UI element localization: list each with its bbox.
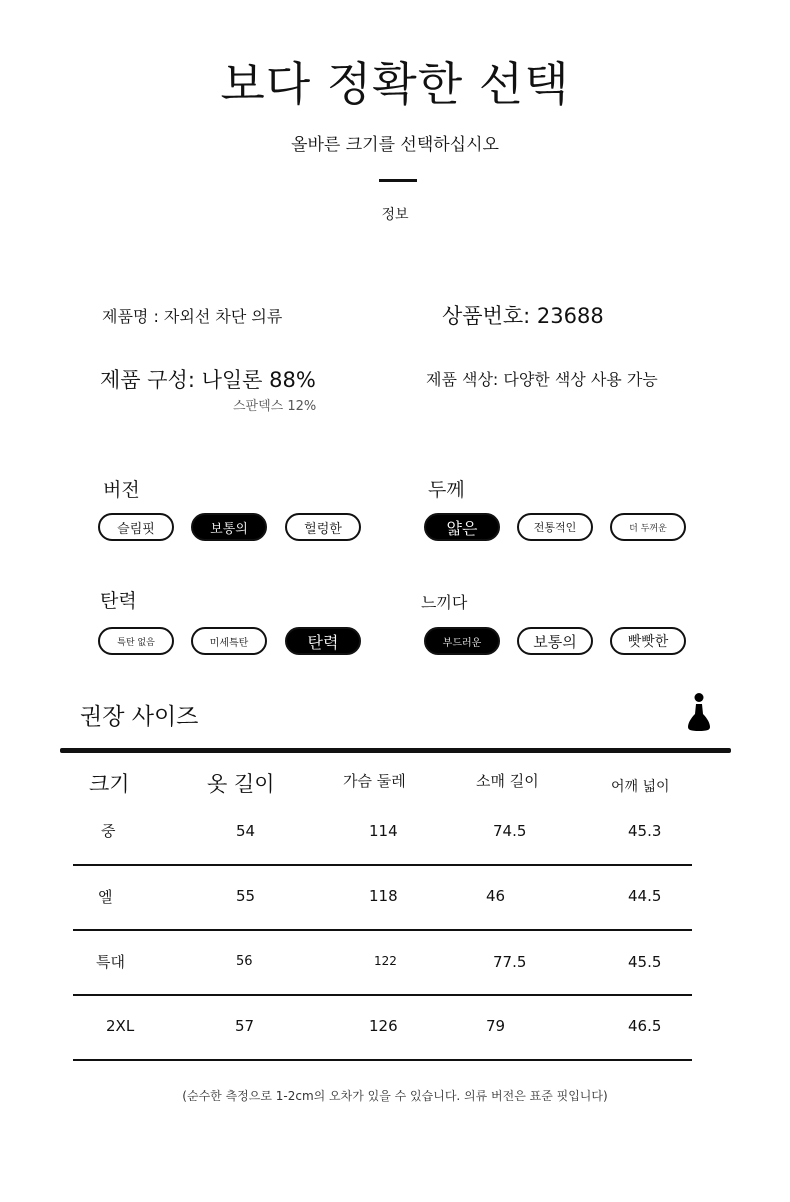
product-name: 제품명 : 자외선 차단 의류 <box>102 307 283 326</box>
table-cell-length: 56 <box>236 954 253 969</box>
thickness-option-thin: 얇은 <box>424 513 500 541</box>
table-cell-sleeve: 74.5 <box>493 822 527 840</box>
page-title: 보다 정확한 선택 <box>220 57 570 111</box>
table-cell-shoulder: 45.3 <box>628 822 662 840</box>
table-row-divider <box>73 929 692 931</box>
table-cell-size: 엘 <box>98 888 113 906</box>
column-header-size: 크기 <box>89 772 130 796</box>
product-composition-sub: 스판덱스 12% <box>233 399 317 414</box>
section-label-info: 정보 <box>381 207 409 223</box>
thickness-option-thicker: 더 두꺼운 <box>610 513 686 541</box>
elasticity-label: 탄력 <box>100 590 137 612</box>
page-subtitle: 올바른 크기를 선택하십시오 <box>291 135 499 155</box>
version-label: 버전 <box>103 479 140 501</box>
version-option-regular: 보통의 <box>191 513 267 541</box>
table-row-divider <box>73 994 692 996</box>
product-composition: 제품 구성: 나일론 88% <box>100 368 316 392</box>
feel-option-stiff: 빳빳한 <box>610 627 686 655</box>
product-number: 상품번호: 23688 <box>442 304 604 328</box>
table-cell-chest: 126 <box>369 1017 398 1035</box>
column-header-sleeve: 소매 길이 <box>476 772 539 790</box>
feel-option-regular: 보통의 <box>517 627 593 655</box>
size-table-top-rule <box>60 748 731 753</box>
person-icon <box>686 692 712 732</box>
title-divider <box>379 179 417 182</box>
elasticity-option-micro: 미세특탄 <box>191 627 267 655</box>
thickness-option-traditional: 전통적인 <box>517 513 593 541</box>
table-cell-chest: 122 <box>374 954 397 968</box>
table-cell-sleeve: 46 <box>486 887 506 905</box>
table-cell-size: 중 <box>101 822 116 840</box>
table-cell-shoulder: 44.5 <box>628 887 662 905</box>
thickness-label: 두께 <box>428 479 465 501</box>
version-option-slim: 슬림핏 <box>98 513 174 541</box>
column-header-chest: 가슴 둘레 <box>343 772 406 790</box>
feel-label: 느끼다 <box>421 593 468 612</box>
column-header-shoulder: 어깨 넓이 <box>611 779 670 795</box>
table-row-divider <box>73 864 692 866</box>
table-cell-shoulder: 45.5 <box>628 953 662 971</box>
column-header-length: 옷 길이 <box>207 772 275 796</box>
feel-option-soft: 부드러운 <box>424 627 500 655</box>
table-cell-shoulder: 46.5 <box>628 1017 662 1035</box>
elasticity-option-elastic: 탄력 <box>285 627 361 655</box>
table-cell-sleeve: 79 <box>486 1017 506 1035</box>
table-cell-chest: 118 <box>369 887 398 905</box>
footnote: (순수한 측정으로 1-2cm의 오차가 있을 수 있습니다. 의류 버전은 표준 핏입니다) <box>182 1089 608 1103</box>
table-cell-size: 2XL <box>106 1017 135 1035</box>
table-cell-size: 특대 <box>96 953 125 971</box>
version-option-loose: 헐렁한 <box>285 513 361 541</box>
table-cell-length: 57 <box>235 1017 255 1035</box>
size-table-title: 권장 사이즈 <box>80 704 199 730</box>
elasticity-option-none: 특탄 없음 <box>98 627 174 655</box>
table-cell-chest: 114 <box>369 822 398 840</box>
table-cell-sleeve: 77.5 <box>493 953 527 971</box>
table-bottom-rule <box>73 1059 692 1061</box>
table-cell-length: 54 <box>236 822 256 840</box>
table-cell-length: 55 <box>236 887 256 905</box>
product-color: 제품 색상: 다양한 색상 사용 가능 <box>426 370 658 389</box>
